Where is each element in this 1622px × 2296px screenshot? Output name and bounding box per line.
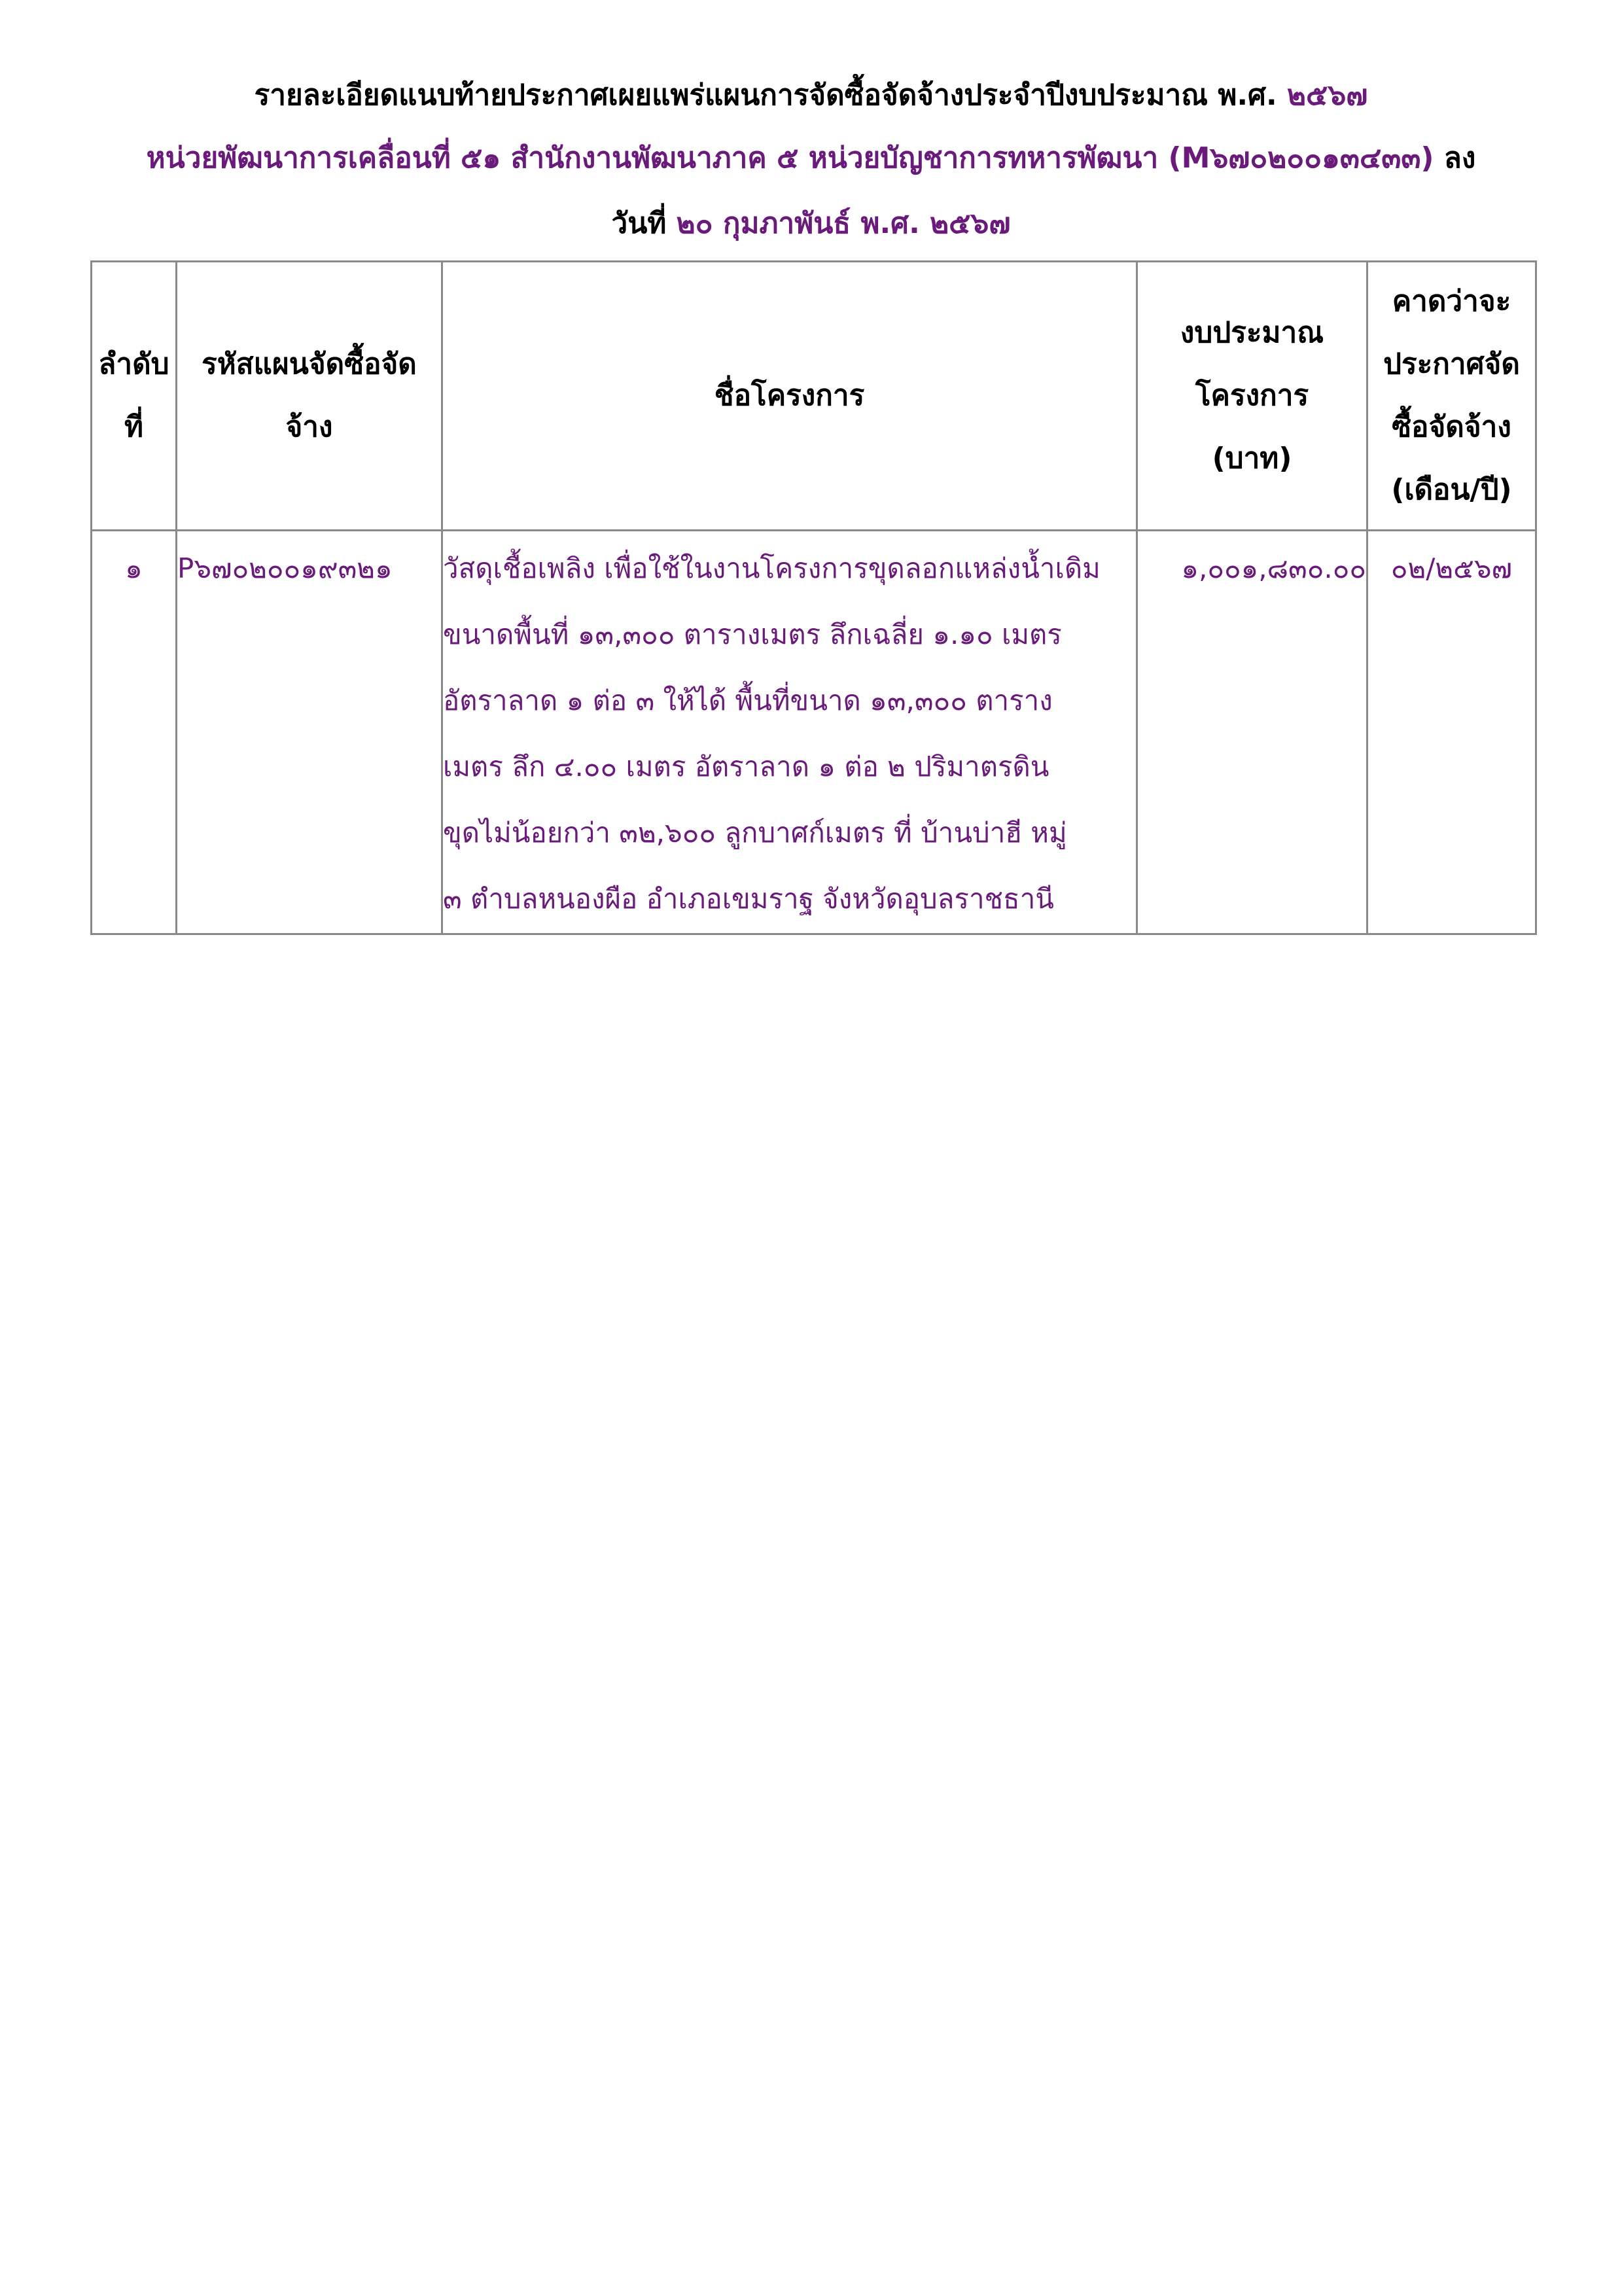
date-label: วันที่ xyxy=(611,207,677,240)
header-text: ลำดับ xyxy=(98,347,169,381)
date-prefix-text: ลง xyxy=(1434,141,1476,175)
header-text: จ้าง xyxy=(285,410,333,444)
project-name-line: ขุดไม่น้อยกว่า ๓๒,๖๐๐ ลูกบาศก์เมตร ที่ บ้านบ่าฮี หมู่ xyxy=(443,817,1067,849)
header-project-budget xyxy=(1137,262,1367,531)
title-year: ๒๕๖๗ xyxy=(1287,79,1368,112)
table-header-row xyxy=(92,262,1536,531)
header-text: (บาท) xyxy=(1212,442,1292,475)
project-name-line: ขนาดพื้นที่ ๑๓,๓๐๐ ตารางเมตร ลึกเฉลี่ย ๑.๑๐ เมตร xyxy=(443,618,1062,650)
cell-sequence-no: ๑ xyxy=(92,531,177,934)
project-name-line: ๓ ตำบลหนองผือ อำเภอเขมราฐ จังหวัดอุบลราชธานี xyxy=(443,883,1054,915)
title-text: รายละเอียดแนบท้ายประกาศเผยแพร่แผนการจัดซื้อจัดจ้างประจำปีงบประมาณ พ.ศ. xyxy=(254,79,1288,112)
cell-project-budget: ๑,๐๐๑,๘๓๐.๐๐ xyxy=(1137,531,1367,934)
project-name-line: อัตราลาด ๑ ต่อ ๓ ให้ได้ พื้นที่ขนาด ๑๓,๓๐๐ ตาราง xyxy=(443,684,1053,716)
document-title-line-1 xyxy=(0,63,1622,128)
header-text: ที่ xyxy=(124,410,143,444)
header-text: คาดว่าจะ xyxy=(1392,285,1511,318)
document-title-line-2 xyxy=(0,126,1622,191)
cell-expected-month: ๐๒/๒๕๖๗ xyxy=(1367,531,1536,934)
header-text: งบประมาณ xyxy=(1180,316,1324,349)
announcement-date: ๒๐ กุมภาพันธ์ พ.ศ. ๒๕๖๗ xyxy=(676,207,1011,240)
header-plan-code xyxy=(177,262,442,531)
header-text: โครงการ xyxy=(1195,379,1309,412)
header-text: (เดือน/ปี) xyxy=(1391,473,1512,506)
header-text: ซื้อจัดจ้าง xyxy=(1392,410,1511,444)
header-expected-month xyxy=(1367,262,1536,531)
cell-project-name xyxy=(442,531,1137,934)
project-name-line: วัสดุเชื้อเพลิง เพื่อใช้ในงานโครงการขุดลอกแหล่งน้ำเดิม xyxy=(443,552,1101,584)
header-project-name xyxy=(442,262,1137,531)
document-title-line-3 xyxy=(0,191,1622,256)
table-row xyxy=(92,531,1536,934)
procurement-plan-table xyxy=(90,260,1537,935)
project-name-line: เมตร ลึก ๔.๐๐ เมตร อัตราลาด ๑ ต่อ ๒ ปริมาตรดิน xyxy=(443,751,1049,783)
header-text: ชื่อโครงการ xyxy=(714,379,865,412)
header-text: รหัสแผนจัดซื้อจัด xyxy=(202,347,417,381)
unit-name: หน่วยพัฒนาการเคลื่อนที่ ๕๑ สำนักงานพัฒนาภาค ๕ หน่วยบัญชาการทหารพัฒนา (M๖๗๐๒๐๐๑๓๔๓๓) xyxy=(146,141,1434,175)
header-text: ประกาศจัด xyxy=(1383,347,1520,381)
cell-plan-code: P๖๗๐๒๐๐๑๙๓๒๑ xyxy=(177,531,442,934)
header-sequence-no xyxy=(92,262,177,531)
